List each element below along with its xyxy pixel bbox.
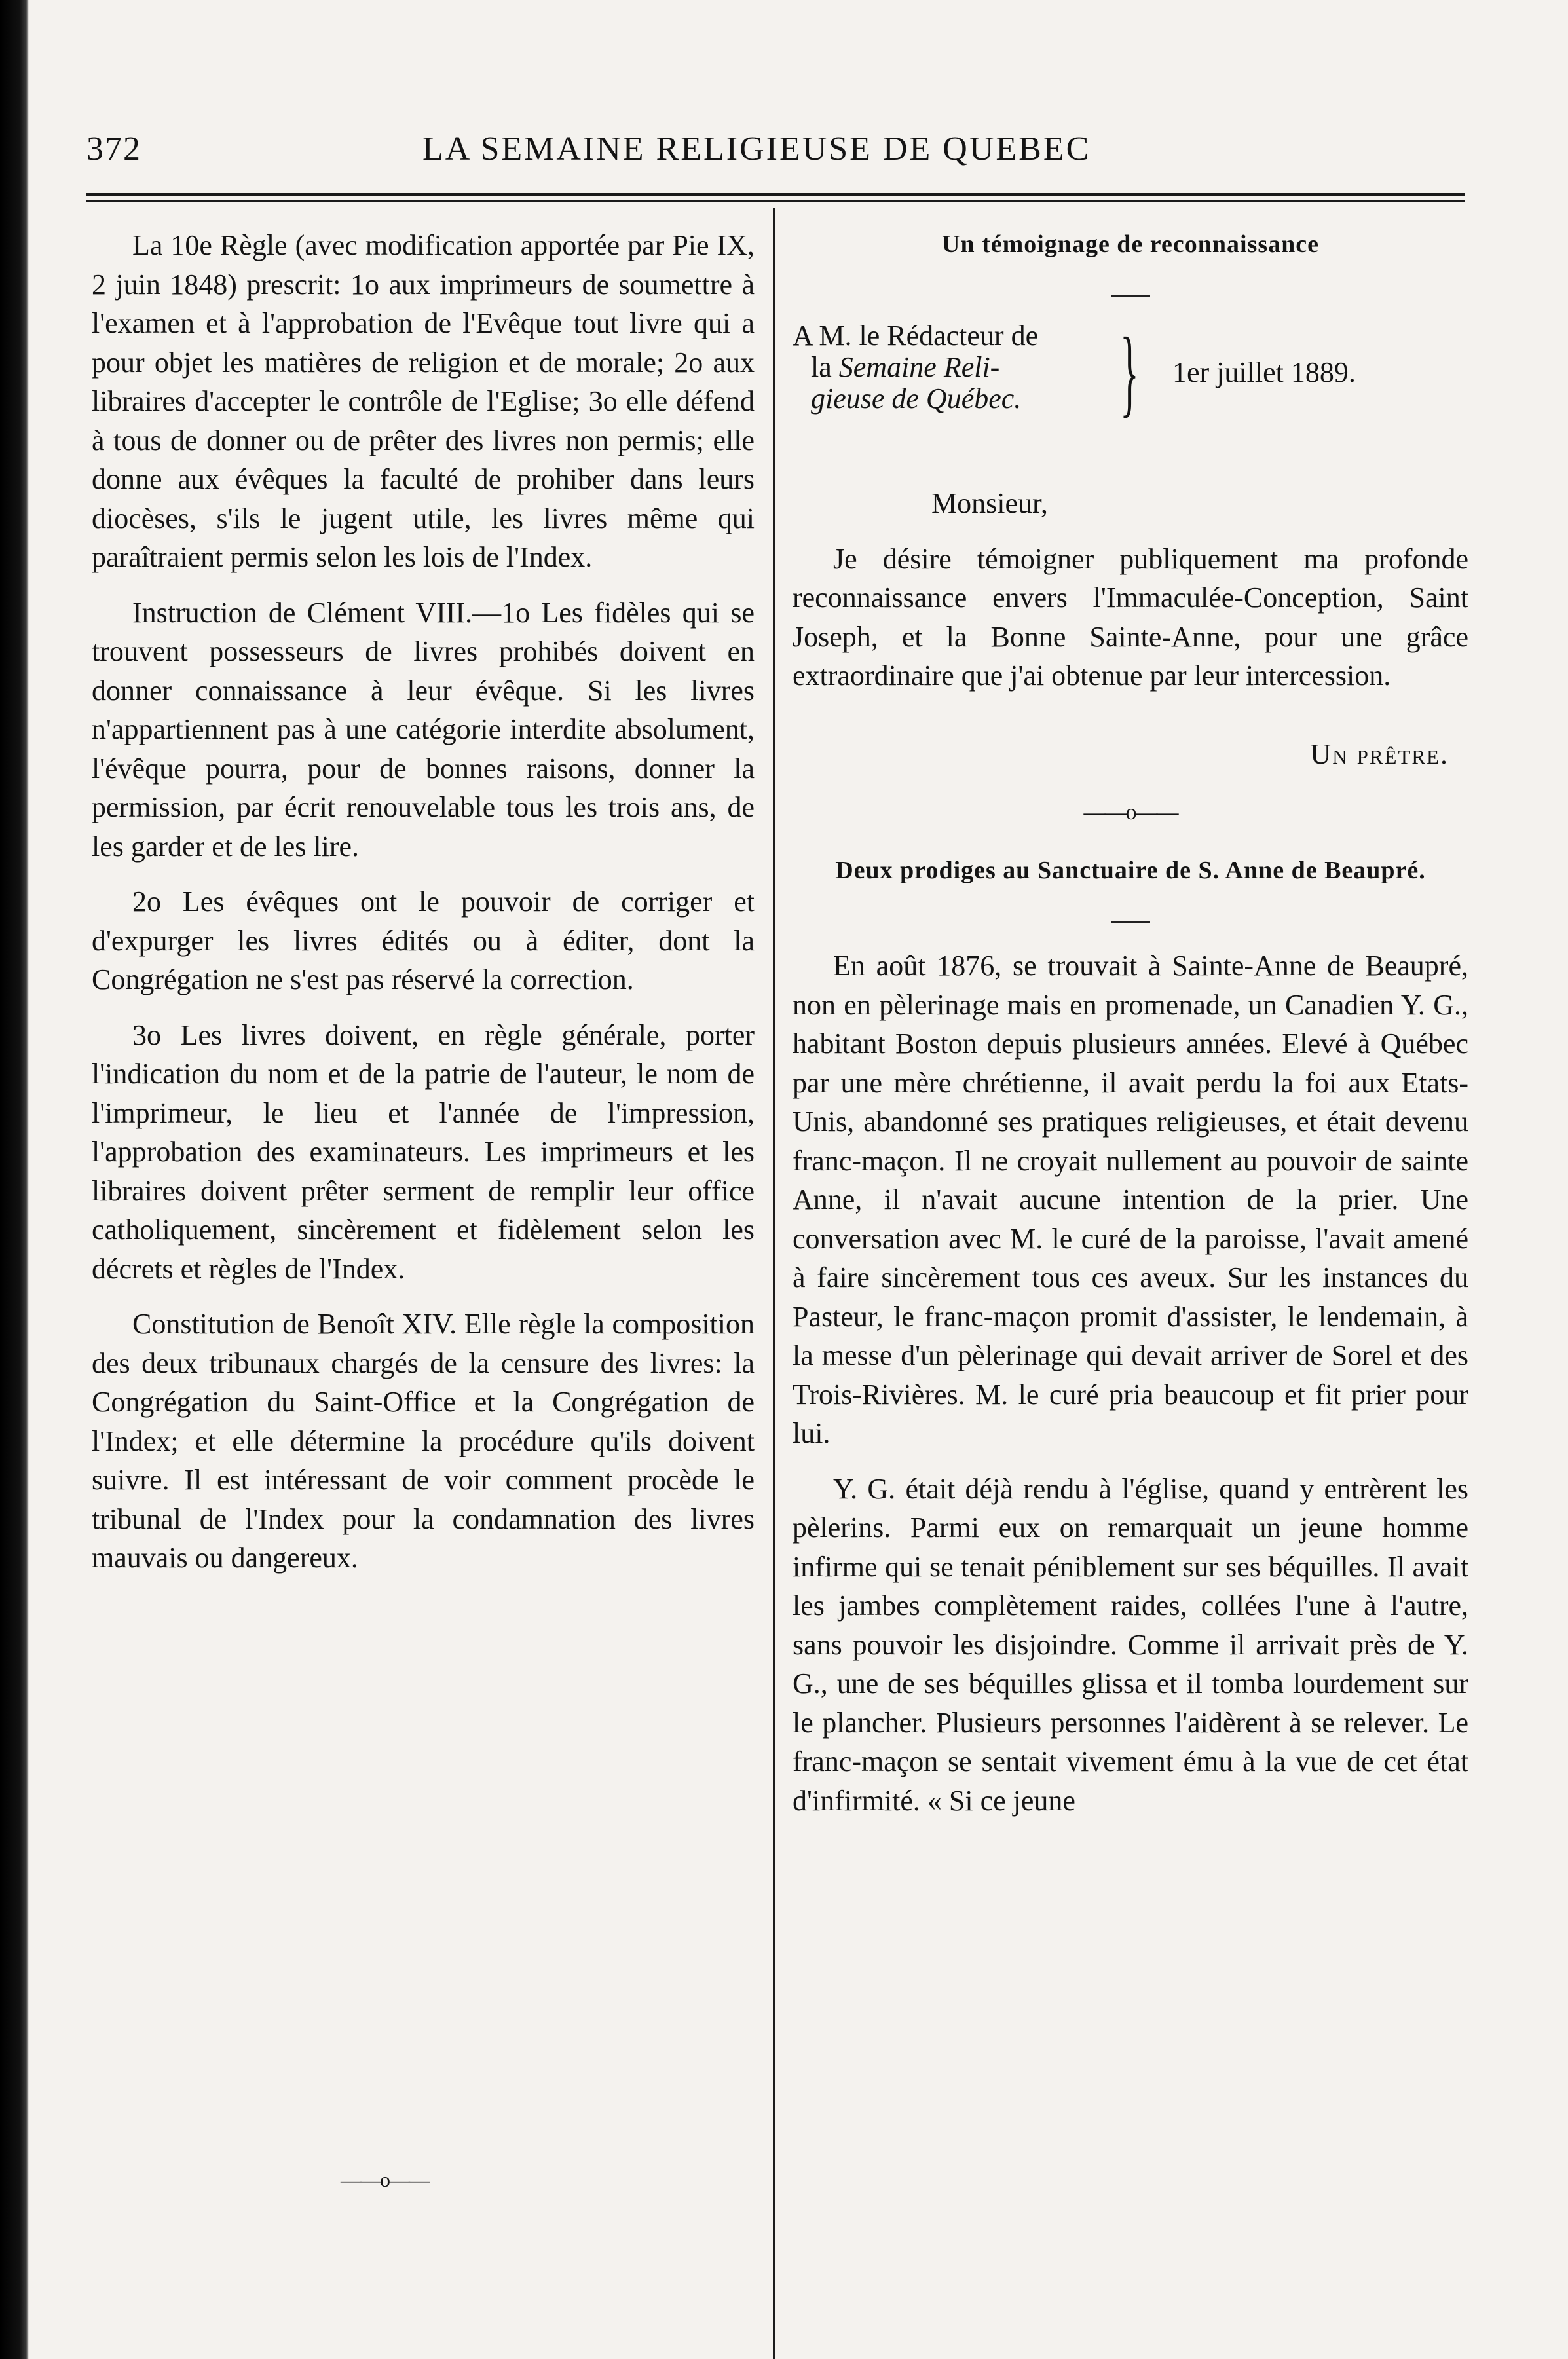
section-separator: ——o—— <box>1083 800 1178 825</box>
letter-date: 1er juillet 1889. <box>1172 356 1356 388</box>
header-rule-thin <box>86 200 1465 202</box>
paragraph: 2o Les évêques ont le pouvoir de corriger et d'expurger les livres édités ou à éditer, dont la Congrégation ne s'est pas réservé la correction. <box>92 885 755 995</box>
header-rule <box>86 193 1465 196</box>
article-heading: Un témoignage de reconnaissance <box>942 231 1319 258</box>
scan-edge-shadow <box>0 0 29 2359</box>
brace-glyph: } <box>1120 318 1139 426</box>
column-divider <box>773 208 775 2359</box>
running-title: LA SEMAINE RELIGIEUSE DE QUEBEC <box>422 130 1091 168</box>
paragraph: En août 1876, se trouvait à Sainte-Anne de Beaupré, non en pèlerinage mais en promenade, un Canadien Y. G., habitant Boston depuis plusieurs années. Elevé à Québec par une mère chrétienne, il avait perdu la foi aux Etats-Unis, abandonné ses pratiques religieuses, et était devenu franc-maçon. Il ne croyait nullement au pouvoir de sainte Anne, il n'avait aucune intention de la prier. Une conversation avec M. le curé de la paroisse, l'avait amené à faire sincèrement tous ces aveux. Sur les instances du Pasteur, le franc-maçon promit d'assister, le lendemain, à la messe d'un pèlerinage qui devait arriver de Sorel et des Trois-Rivières. M. le curé pria beaucoup et fit prier pour lui. <box>793 950 1468 1449</box>
address-line: la Semaine Reli- <box>811 351 1000 383</box>
section-separator: ——o—— <box>341 2168 428 2191</box>
paragraph: Instruction de Clément VIII.—1o Les fidèles qui se trouvent possesseurs de livres prohibés doivent en donner connaissance à leur évêque. Si les livres n'appartiennent pas à une catégorie interdite absolument, l'évêque pourra, pour de bonnes raisons, donner la permission, par écrit renouvelable tous les trois ans, de les garder et de les lire. <box>92 596 755 863</box>
paragraph: Y. G. était déjà rendu à l'église, quand y entrèrent les pèlerins. Parmi eux on remarquait un jeune homme infirme qui se tenait péniblement sur ses béquilles. Il avait les jambes complètement raides, collées l'une à l'autre, sans pouvoir les disjoindre. Comme il arrivait près de Y. G., une de ses béquilles glissa et il tomba lourdement sur le plancher. Plusieurs personnes l'aidèrent à se relever. Le franc-maçon se sentait vivement ému à la vue de cet état d'infirmité. « Si ce jeune <box>793 1472 1468 1817</box>
article-heading: Deux prodiges au Sanctuaire de S. Anne de Beaupré. <box>835 857 1426 884</box>
heading-dash <box>793 274 1468 301</box>
letter-body: Je désire témoigner publiquement ma profonde reconnaissance envers l'Immaculée-Conception, Saint Joseph, et la Bonne Sainte-Anne, pour une grâce extraordinaire que j'ai obtenue par leur intercession. <box>793 542 1468 692</box>
paragraph: Constitution de Benoît XIV. Elle règle la composition des deux tribunaux chargés de la censure des livres: la Congrégation du Saint-Office et la Congrégation de l'Index; et elle détermine la procédure qu'ils doivent suivre. Il est intéressant de voir comment procède le tribunal de l'Index pour la condamnation des livres mauvais ou dangereux. <box>92 1308 755 1574</box>
addressee <box>793 320 1100 415</box>
salutation: Monsieur, <box>931 487 1048 519</box>
heading-dash <box>793 901 1468 927</box>
right-column <box>793 226 1468 1820</box>
address-line: gieuse de Québec. <box>811 382 1022 415</box>
page-number: 372 <box>86 130 141 168</box>
address-line: A M. le Rédacteur de <box>793 320 1039 352</box>
signature: Un prêtre. <box>1310 737 1449 770</box>
paragraph: La 10e Règle (avec modification apportée par Pie IX, 2 juin 1848) prescrit: 1o aux imprimeurs de soumettre à l'examen et à l'approbation de l'Evêque tout livre qui a pour objet les matières de religion et de morale; 2o aux libraires d'accepter le contrôle de l'Eglise; 3o elle défend à tous de donner ou de prêter des livres non permis; elle donne aux évêques la faculté de prohiber dans leurs diocèses, s'ils le jugent utile, les livres même qui paraîtraient permis selon les lois de l'Index. <box>92 229 755 573</box>
paragraph: 3o Les livres doivent, en règle générale, porter l'indication du nom et de la patrie de l'auteur, le nom de l'imprimeur, le lieu et l'année de l'impression, l'approbation des examinateurs. Les imprimeurs et les libraires doivent prêter serment de remplir leur office catholiquement, sincèrement et fidèlement selon les décrets et règles de l'Index. <box>92 1018 755 1285</box>
letter-address <box>793 320 1468 458</box>
left-column <box>92 226 755 1578</box>
running-header <box>0 130 1568 182</box>
